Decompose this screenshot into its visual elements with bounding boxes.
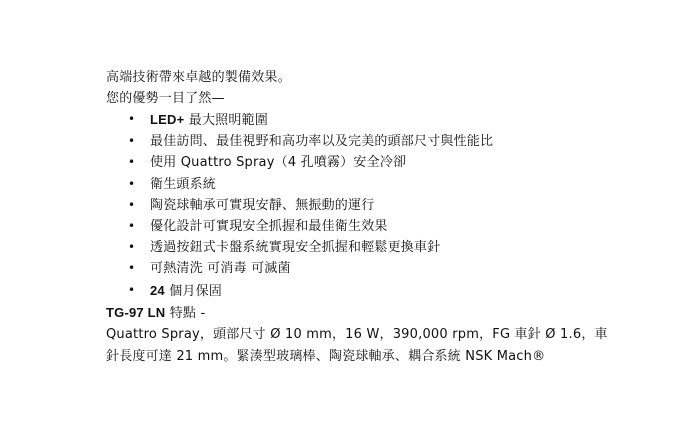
feature-text: 透過按鈕式卡盤系統實現安全抓握和輕鬆更換車針: [150, 240, 441, 256]
bullet-icon: •: [128, 176, 136, 191]
feature-text: 最佳訪問、最佳視野和高功率以及完美的頭部尺寸與性能比: [150, 134, 494, 150]
feature-text: 使用 Quattro Spray（4 孔噴霧）安全冷卻: [150, 155, 407, 171]
bullet-icon: •: [128, 197, 136, 212]
list-item: [106, 174, 676, 195]
feature-latin: LED+: [150, 112, 185, 127]
bullet-icon: •: [128, 112, 136, 126]
list-item: [106, 280, 676, 302]
intro-line-2: 您的優勢一目了然—: [106, 90, 225, 106]
feature-text: 最大照明範圍: [184, 113, 268, 128]
feature-text: 可熱清洗 可消毒 可滅菌: [150, 261, 291, 277]
bullet-icon: •: [128, 219, 136, 234]
list-item: [106, 195, 676, 216]
feature-text: 個月保固: [164, 283, 223, 299]
bullet-icon: •: [128, 240, 136, 255]
feature-text: 優化設計可實現安全抓握和最佳衛生效果: [150, 219, 388, 235]
list-item: [106, 258, 676, 279]
list-item: [106, 237, 676, 258]
feature-text: 陶瓷球軸承可實現安靜、無振動的運行: [150, 197, 375, 213]
feature-list: [106, 109, 676, 302]
bullet-icon: •: [128, 155, 136, 170]
list-item: [106, 109, 676, 131]
bullet-icon: •: [128, 134, 136, 149]
spec-heading: [106, 302, 676, 325]
feature-latin: 24: [150, 282, 165, 298]
list-item: [106, 216, 676, 237]
bullet-icon: •: [128, 282, 136, 297]
spec-line-1: Quattro Spray，頭部尺寸 Ø 10 mm，16 W，390,000 rpm，FG 車針 Ø 1.6，車: [106, 327, 608, 343]
list-item: [106, 152, 676, 173]
document-body: [106, 68, 676, 367]
feature-text: 衛生頭系統: [150, 176, 217, 192]
spec-heading-text: 特點 -: [165, 305, 206, 321]
bullet-icon: •: [128, 261, 136, 276]
intro-line-1: 高端技術帶來卓越的製備效果。: [106, 70, 291, 85]
list-item: [106, 131, 676, 152]
model-name: TG-97 LN: [106, 304, 166, 320]
spec-line-2: 針長度可達 21 mm。緊湊型玻璃棒、陶瓷球軸承、耦合系統 NSK Mach®: [106, 348, 546, 364]
